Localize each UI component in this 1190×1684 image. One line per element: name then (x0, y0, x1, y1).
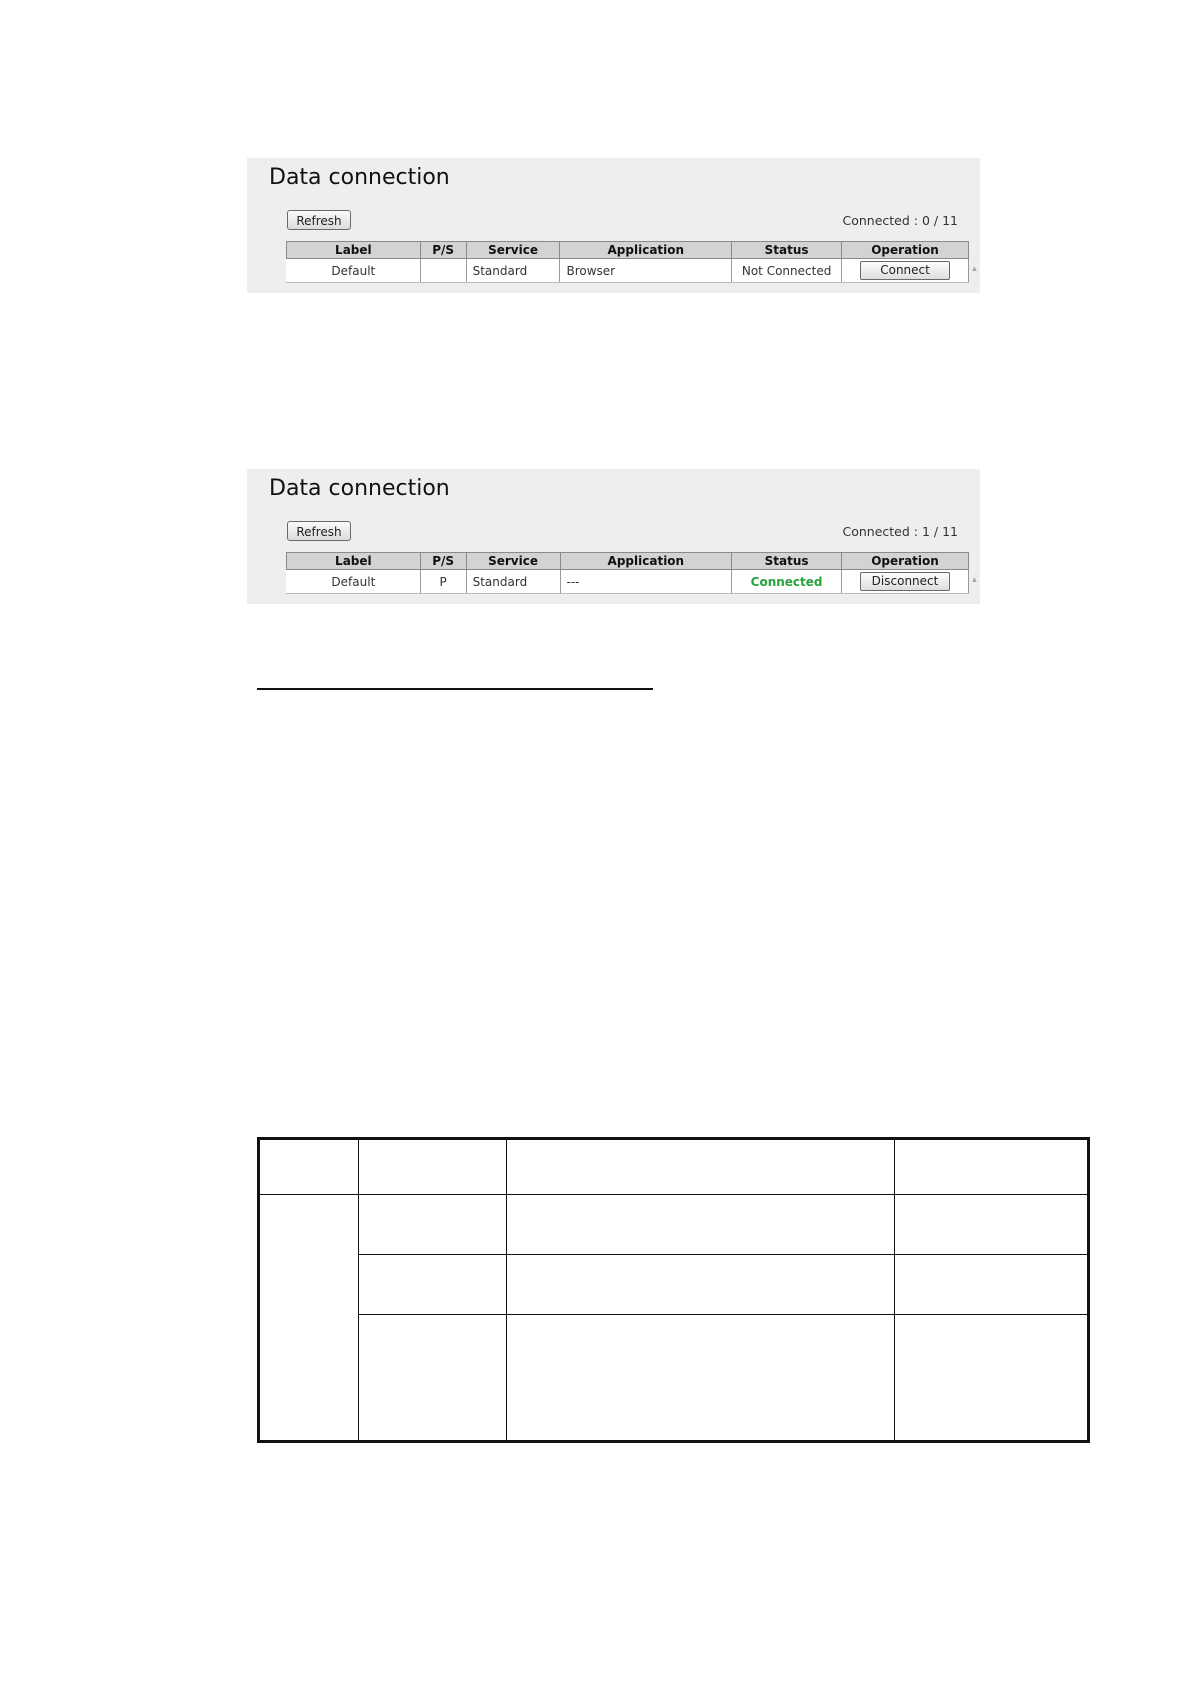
column-header-operation: Operation (842, 242, 969, 259)
table-header-row (287, 553, 969, 570)
table-row-divider (358, 1314, 1087, 1315)
column-header-application: Application (560, 553, 732, 570)
panel-title: Data connection (269, 476, 450, 501)
table-row-divider (260, 1194, 1087, 1195)
column-header-service: Service (466, 242, 560, 259)
connect-button[interactable]: Connect (860, 261, 950, 280)
refresh-button[interactable]: Refresh (287, 210, 351, 230)
cell-label: Default (287, 259, 421, 283)
cell-status: Connected (732, 570, 842, 594)
disconnect-button[interactable]: Disconnect (860, 572, 950, 591)
column-header-ps: P/S (420, 242, 466, 259)
scroll-up-arrow-icon[interactable]: ▲ (970, 575, 979, 584)
cell-operation (842, 570, 969, 594)
cell-ps (420, 259, 466, 283)
section-underline (257, 688, 653, 690)
cell-service: Standard (466, 259, 560, 283)
connected-count: Connected : 1 / 11 (842, 524, 958, 539)
column-header-operation: Operation (842, 553, 969, 570)
table-column-divider (506, 1140, 507, 1440)
panel-title: Data connection (269, 165, 450, 190)
table-row-divider (358, 1254, 1087, 1255)
connected-count: Connected : 0 / 11 (842, 213, 958, 228)
cell-ps: P (420, 570, 466, 594)
data-connection-table (286, 241, 969, 283)
table-header-row (287, 242, 969, 259)
table-column-divider (358, 1140, 359, 1440)
column-header-application: Application (560, 242, 732, 259)
column-header-ps: P/S (420, 553, 466, 570)
data-connection-panel-1 (247, 158, 980, 293)
scroll-up-arrow-icon[interactable]: ▲ (970, 264, 979, 273)
column-header-label: Label (287, 242, 421, 259)
column-header-label: Label (287, 553, 421, 570)
data-connection-table (286, 552, 969, 594)
cell-operation (842, 259, 969, 283)
cell-label: Default (287, 570, 421, 594)
cell-status: Not Connected (732, 259, 842, 283)
table-row (287, 259, 969, 283)
column-header-status: Status (732, 553, 842, 570)
cell-service: Standard (466, 570, 560, 594)
cell-application: --- (560, 570, 732, 594)
document-table (257, 1137, 1090, 1443)
column-header-status: Status (732, 242, 842, 259)
cell-application: Browser (560, 259, 732, 283)
table-column-divider (894, 1140, 895, 1440)
table-row (287, 570, 969, 594)
column-header-service: Service (466, 553, 560, 570)
data-connection-panel-2 (247, 469, 980, 604)
refresh-button[interactable]: Refresh (287, 521, 351, 541)
